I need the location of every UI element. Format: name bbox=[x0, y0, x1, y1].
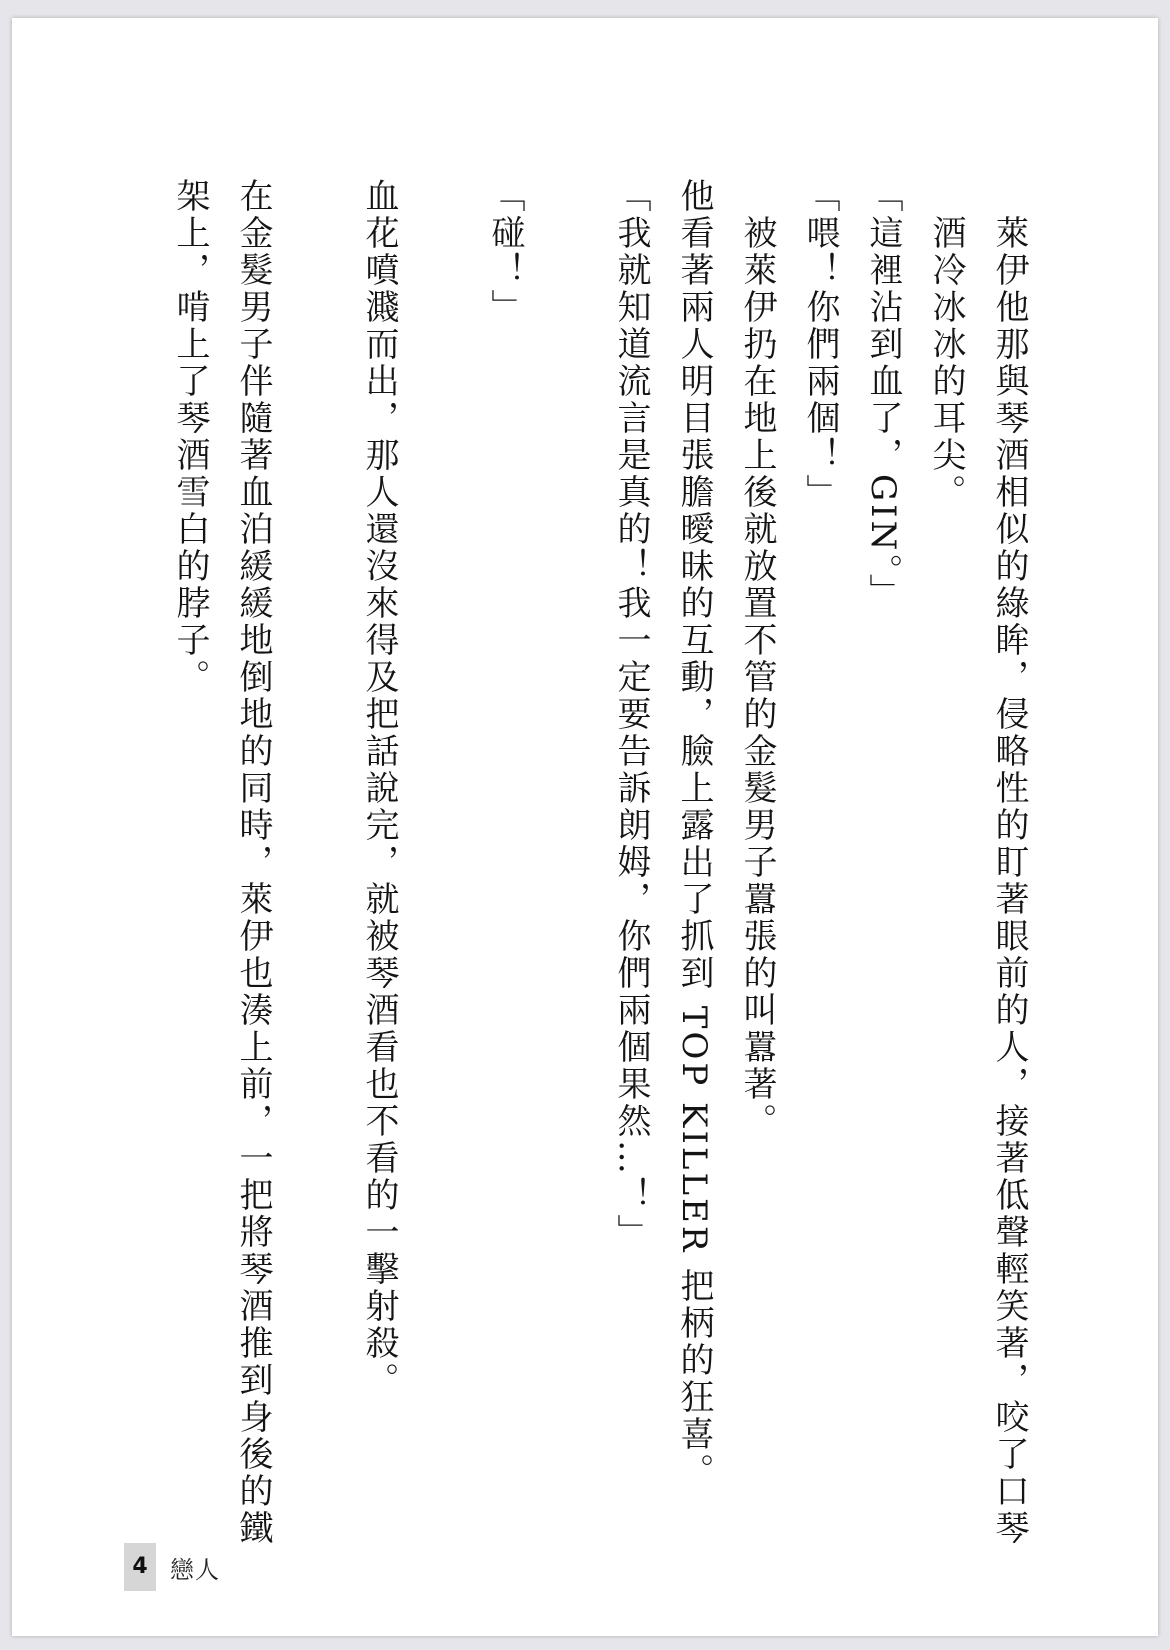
paragraph-3-dialogue: 「喂！你們兩個！」 bbox=[800, 178, 840, 511]
paragraph-2-dialogue: 「這裡沾到血了，GIN。」 bbox=[863, 178, 903, 611]
page-footer bbox=[124, 1543, 220, 1591]
vertical-text-body bbox=[158, 178, 1040, 1548]
paragraph-9: 在金髮男子伴隨著血泊緩緩地倒地的同時，萊伊也湊上前，一把將琴酒推到身後的鐵架上，啃上了琴酒雪白的脖子。 bbox=[170, 178, 273, 1547]
book-page bbox=[12, 18, 1158, 1636]
paragraph-6-dialogue: 「我就知道流言是真的！我一定要告訴朗姆，你們兩個果然…！」 bbox=[611, 178, 651, 1251]
blank-line bbox=[536, 178, 599, 1548]
paragraph-4: 被萊伊扔在地上後就放置不管的金髮男子囂張的叫囂著。 bbox=[737, 214, 777, 1140]
paragraph-7-dialogue: 「碰！」 bbox=[485, 178, 525, 326]
paragraph-1: 萊伊他那與琴酒相似的綠眸，侵略性的盯著眼前的人，接著低聲輕笑著，咬了口琴酒冷冰冰的耳尖。 bbox=[926, 214, 1029, 1547]
page-number: 4 bbox=[124, 1543, 156, 1591]
blank-line bbox=[284, 178, 347, 1548]
book-title: 戀人 bbox=[170, 1555, 220, 1584]
blank-line bbox=[410, 178, 473, 1548]
paragraph-5: 他看著兩人明目張膽曖昧的互動，臉上露出了抓到 TOP KILLER 把柄的狂喜。 bbox=[674, 178, 714, 1491]
paragraph-8: 血花噴濺而出，那人還沒來得及把話說完，就被琴酒看也不看的一擊射殺。 bbox=[359, 178, 399, 1399]
